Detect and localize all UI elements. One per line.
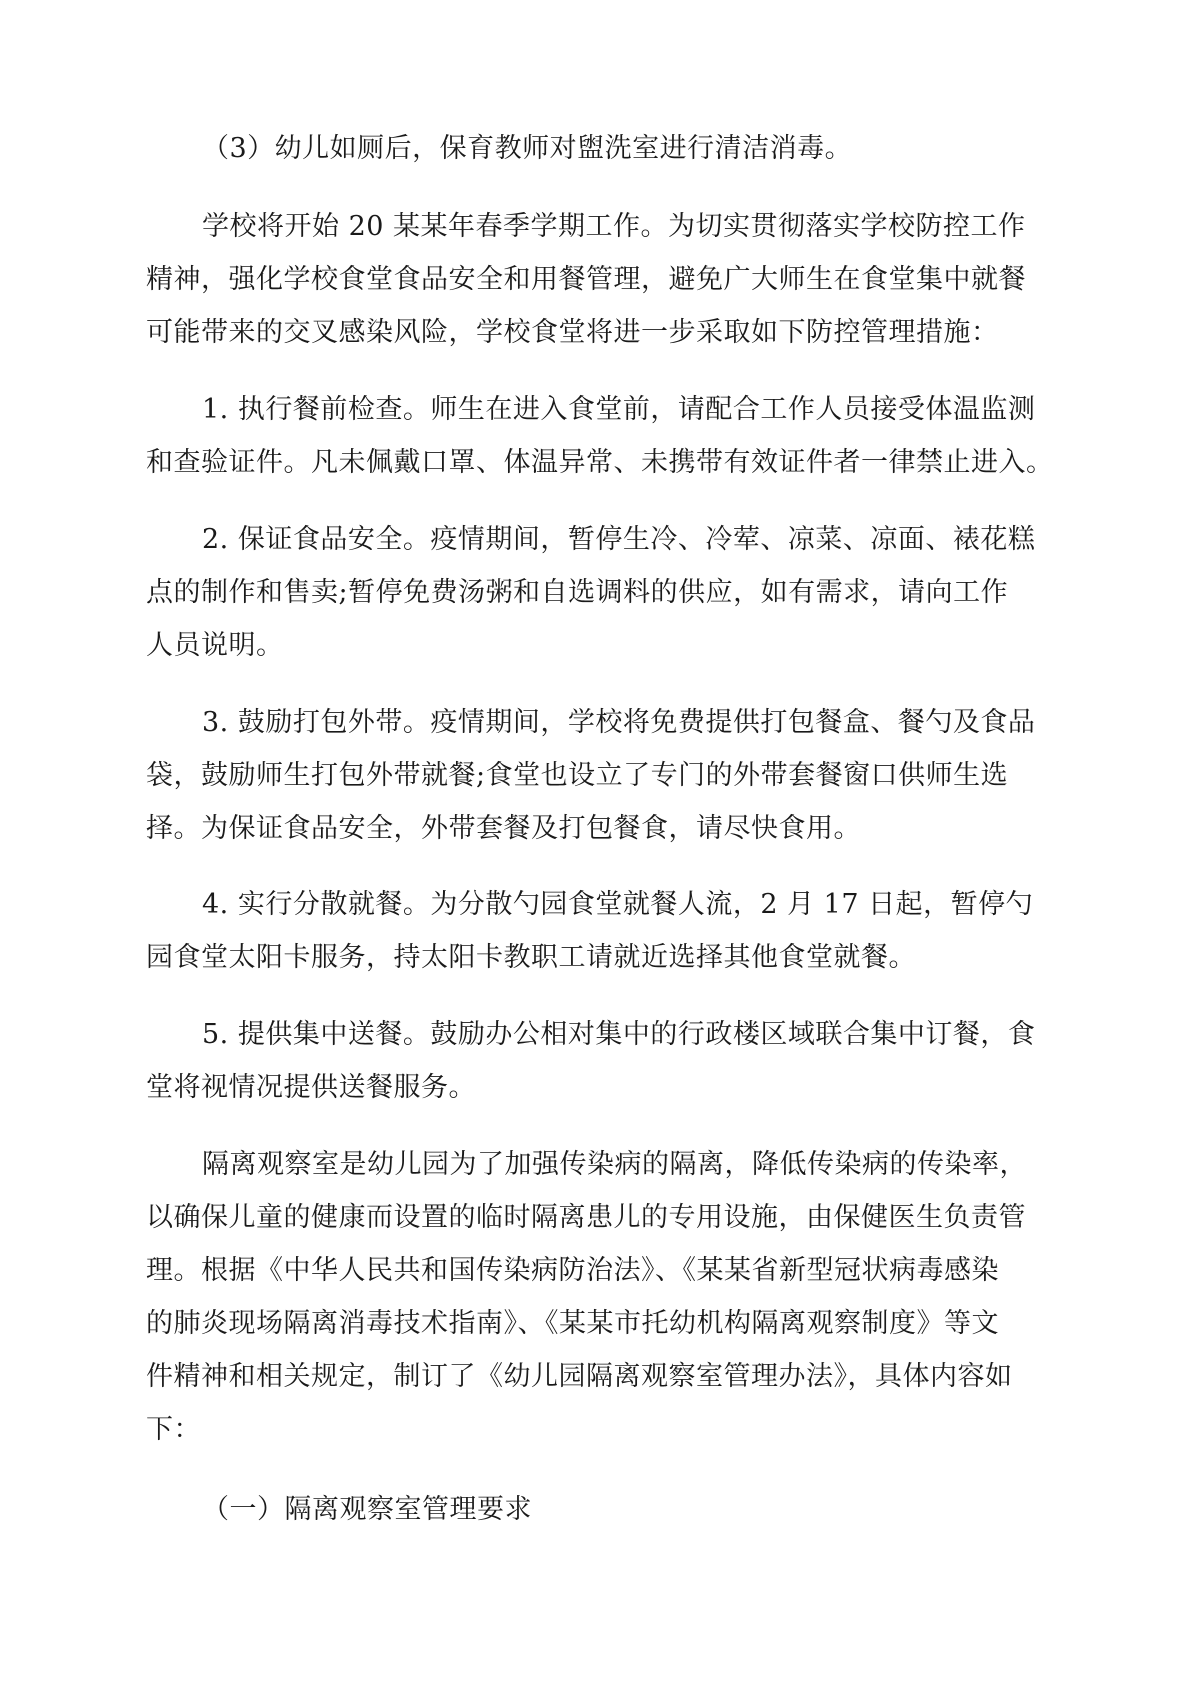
text-line: 择。为保证食品安全，外带套餐及打包餐食，请尽快食用。: [146, 813, 861, 844]
text-line: 人员说明。: [146, 630, 284, 661]
section-heading: [146, 1483, 1066, 1536]
text-line: 精神，强化学校食堂食品安全和用餐管理，避免广大师生在食堂集中就餐: [146, 264, 1026, 295]
text-line: 隔离观察室是幼儿园为了加强传染病的隔离，降低传染病的传染率，: [202, 1149, 1027, 1180]
text-line: 以确保儿童的健康而设置的临时隔离患儿的专用设施，由保健医生负责管: [146, 1202, 1026, 1233]
paragraph-2: [146, 200, 1066, 359]
paragraph-5: [146, 696, 1066, 855]
text-line: 1. 执行餐前检查。师生在进入食堂前，请配合工作人员接受体温监测: [202, 394, 1036, 425]
text-line: 点的制作和售卖;暂停免费汤粥和自选调料的供应，如有需求，请向工作: [146, 577, 1009, 608]
text-line: 5. 提供集中送餐。鼓励办公相对集中的行政楼区域联合集中订餐，食: [202, 1019, 1036, 1050]
paragraph-1: [146, 122, 1066, 175]
paragraph-6: [146, 878, 1066, 984]
paragraph-3: [146, 383, 1066, 489]
text-line: 件精神和相关规定，制订了《幼儿园隔离观察室管理办法》，具体内容如: [146, 1361, 1013, 1392]
text-line: 的肺炎现场隔离消毒技术指南》、《某某市托幼机构隔离观察制度》等文: [146, 1308, 999, 1339]
paragraph-7: [146, 1008, 1066, 1114]
text-line: 学校将开始 20 某某年春季学期工作。为切实贯彻落实学校防控工作: [202, 211, 1026, 242]
text-line: 下：: [146, 1414, 201, 1445]
text-line: （一）隔离观察室管理要求: [202, 1494, 532, 1525]
text-line: （3）幼儿如厕后，保育教师对盥洗室进行清洁消毒。: [202, 133, 853, 164]
text-line: 理。根据《中华人民共和国传染病防治法》、《某某省新型冠状病毒感染: [146, 1255, 999, 1286]
text-line: 和查验证件。凡未佩戴口罩、体温异常、未携带有效证件者一律禁止进入。: [146, 447, 1054, 478]
text-line: 园食堂太阳卡服务，持太阳卡教职工请就近选择其他食堂就餐。: [146, 942, 916, 973]
text-line: 4. 实行分散就餐。为分散勺园食堂就餐人流，2 月 17 日起，暂停勺: [202, 889, 1034, 920]
text-line: 3. 鼓励打包外带。疫情期间，学校将免费提供打包餐盒、餐勺及食品: [202, 707, 1036, 738]
paragraph-4: [146, 513, 1066, 672]
paragraph-8: [146, 1138, 1066, 1456]
text-line: 堂将视情况提供送餐服务。: [146, 1072, 476, 1103]
text-line: 袋，鼓励师生打包外带就餐;食堂也设立了专门的外带套餐窗口供师生选: [146, 760, 1009, 791]
text-line: 2. 保证食品安全。疫情期间，暂停生冷、冷荤、凉菜、凉面、裱花糕: [202, 524, 1036, 555]
text-line: 可能带来的交叉感染风险，学校食堂将进一步采取如下防控管理措施：: [146, 317, 999, 348]
